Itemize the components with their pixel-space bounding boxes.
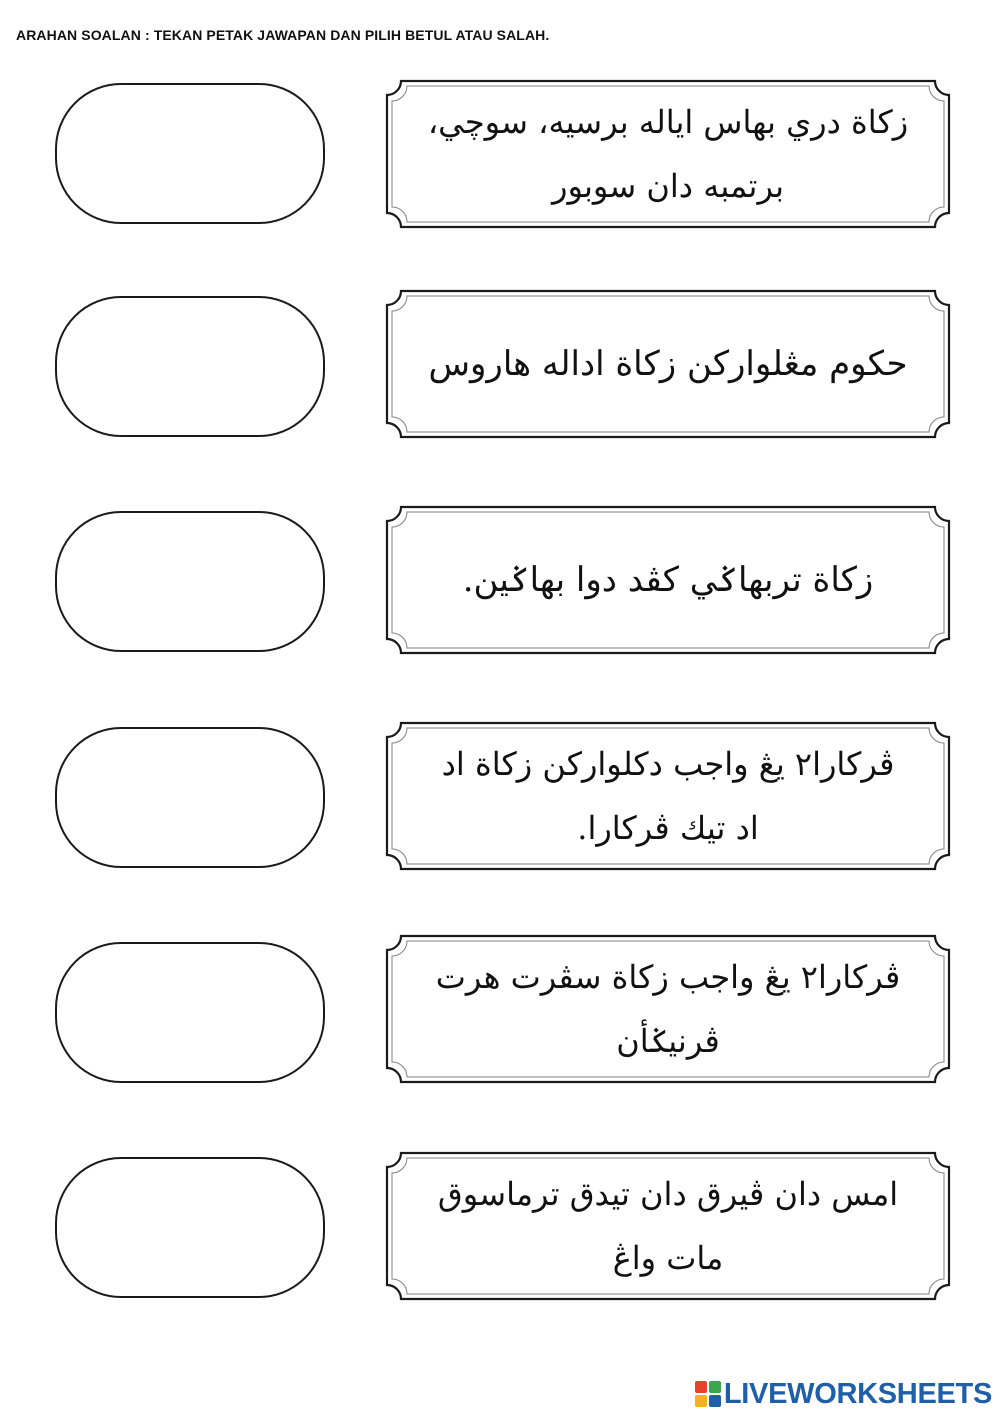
statement-card-6 (387, 1153, 949, 1299)
answer-box-6[interactable] (55, 1157, 325, 1298)
statement-line: ڤرنيݢأن (616, 1022, 720, 1060)
statement-line: مات واڠ (612, 1239, 724, 1277)
statement-card-4 (387, 723, 949, 869)
statement-line: امس دان ڤيرق دان تيدق ترماسوق (437, 1175, 899, 1213)
answer-box-3[interactable] (55, 511, 325, 652)
answer-box-2[interactable] (55, 296, 325, 437)
brand-name: LIVEWORKSHEETS (723, 1377, 992, 1410)
statement-text-4 (417, 723, 919, 869)
liveworksheets-brand (695, 1379, 992, 1409)
statement-text-5 (417, 936, 919, 1082)
statement-line: حكوم مڠلواركن زكاة اداله هاروس (428, 344, 908, 384)
statement-line: زكاة دري بهاس اياله برسيه، سوچي، (427, 103, 909, 141)
statement-text-3 (417, 507, 919, 653)
statement-text-2 (417, 291, 919, 437)
statement-line: برتمبه دان سوبور (552, 167, 784, 205)
liveworksheets-logo-icon (695, 1381, 721, 1407)
statement-line: ڤركارا٢ يڠ واجب زكاة سڤرت هرت (435, 958, 901, 996)
statement-card-3 (387, 507, 949, 653)
answer-box-1[interactable] (55, 83, 325, 224)
instruction-text: ARAHAN SOALAN : TEKAN PETAK JAWAPAN DAN PILIH BETUL ATAU SALAH. (16, 27, 550, 43)
answer-box-4[interactable] (55, 727, 325, 868)
statement-line: ڤركارا٢ يڠ واجب دكلواركن زكاة اد (441, 745, 895, 783)
statement-line: زكاة تربهاݢي كڤد دوا بهاݢين. (462, 560, 874, 600)
statement-text-6 (417, 1153, 919, 1299)
statement-card-5 (387, 936, 949, 1082)
statement-card-2 (387, 291, 949, 437)
statement-card-1 (387, 81, 949, 227)
statement-text-1 (417, 81, 919, 227)
statement-line: اد تيك ڤركارا. (577, 809, 759, 847)
answer-box-5[interactable] (55, 942, 325, 1083)
